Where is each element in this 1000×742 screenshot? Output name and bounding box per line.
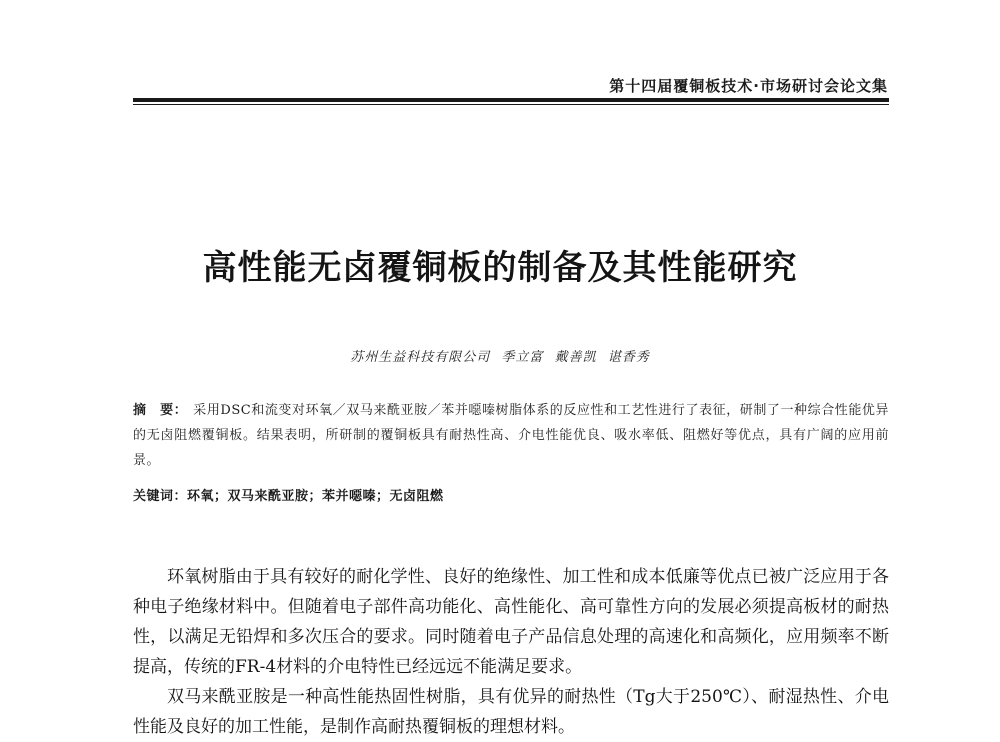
paper-title: 高性能无卤覆铜板的制备及其性能研究 — [202, 248, 798, 288]
keywords-text: 环氧；双马来酰亚胺；苯并噁嗪；无卤阻燃 — [187, 489, 444, 504]
affiliation: 苏州生益科技有限公司 — [350, 350, 491, 365]
body-paragraph: 环氧树脂由于具有较好的耐化学性、良好的绝缘性、加工性和成本低廉等优点已被广泛应用于各种电子绝缘材料中。但随着电子部件高功能化、高性能化、高可靠性方向的发展必须提高板材的耐热性，以满足无铅焊和多次压合的要求。同时随着电子产品信息处理的高速化和高频化，应用频率不断提高，传统的FR-4材料的介电特性已经远远不能满足要求。 — [133, 567, 889, 677]
author-name: 谌香秀 — [607, 350, 650, 365]
header-rule-thin — [133, 104, 889, 105]
header-rule-thick — [133, 98, 889, 102]
body-text — [133, 562, 889, 742]
abstract-text: 采用DSC和流变对环氧／双马来酰亚胺／苯并噁嗪树脂体系的反应性和工艺性进行了表征，研制了一种综合性能优异的无卤阻燃覆铜板。结果表明，所研制的覆铜板具有耐热性高、介电性能优良、吸水率低、阻燃好等优点，具有广阔的应用前景。 — [133, 403, 889, 468]
running-title: 第十四届覆铜板技术·市场研讨会论文集 — [609, 77, 888, 95]
body-paragraph: 双马来酰亚胺是一种高性能热固性树脂，具有优异的耐热性（Tg大于250℃）、耐湿热性、介电性能及良好的加工性能，是制作高耐热覆铜板的理想材料。 — [133, 687, 889, 737]
author-line — [0, 346, 1000, 365]
keywords — [133, 485, 889, 504]
keywords-label: 关键词： — [133, 489, 188, 504]
abstract — [133, 398, 889, 473]
author-name: 戴善凯 — [554, 350, 597, 365]
author-name: 季立富 — [501, 350, 544, 365]
abstract-label: 摘 要： — [133, 403, 188, 418]
